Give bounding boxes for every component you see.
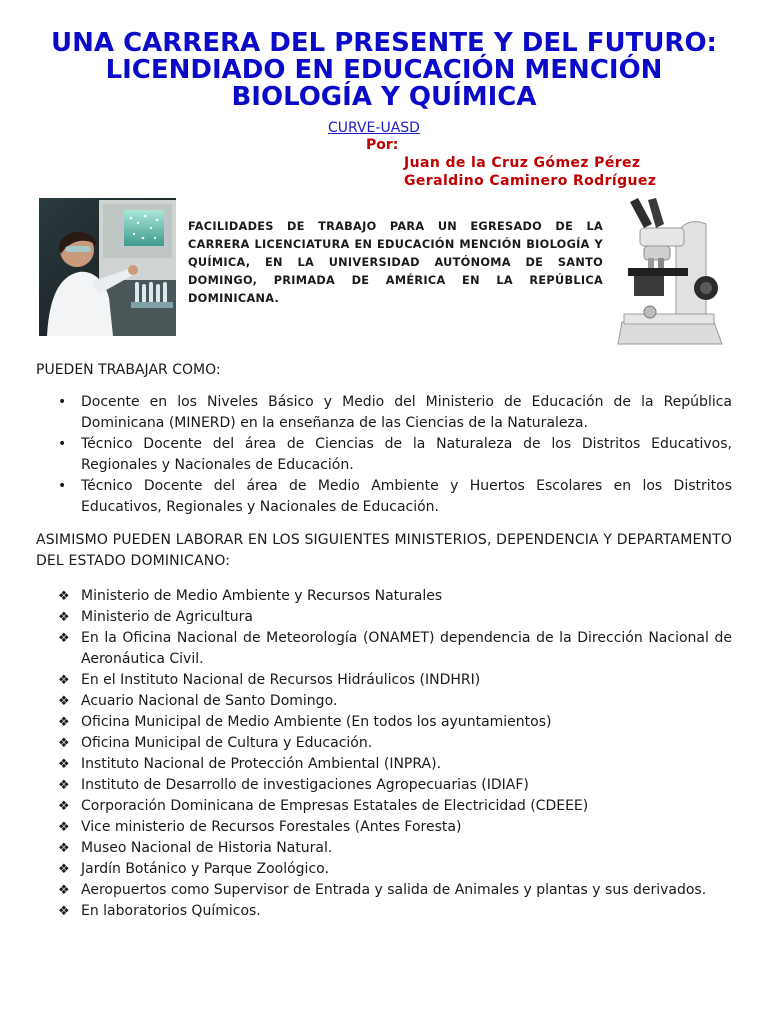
- diamond-bullet-icon: ❖: [58, 589, 70, 604]
- list-item: [0, 691, 732, 712]
- list-item: [0, 859, 732, 880]
- list-item: [0, 434, 732, 476]
- diamond-bullet-icon: ❖: [58, 820, 70, 835]
- job-roles-list: [0, 392, 732, 518]
- microscope-photo: [614, 194, 729, 348]
- list-item: [0, 628, 732, 670]
- section-heading-asimismo: ASIMISMO PUEDEN LABORAR EN LOS SIGUIENTES MINISTERIOS, DEPENDENCIA Y DEPARTAMENTO DEL ESTADO DOMINICANO:: [36, 532, 732, 569]
- diamond-bullet-icon: ❖: [58, 757, 70, 772]
- list-item-text: Ministerio de Agricultura: [81, 609, 254, 625]
- list-item: [0, 670, 732, 691]
- author-1: Juan de la Cruz Gómez Pérez: [404, 155, 641, 171]
- diamond-bullet-icon: ❖: [58, 610, 70, 625]
- list-item: [0, 476, 732, 518]
- organization-link[interactable]: CURVE-UASD: [328, 120, 420, 136]
- list-item-text: Docente en los Niveles Básico y Medio del Ministerio de Educación de la República Dominicana (MINERD) en la enseñanza de las Ciencias de la Naturaleza.: [81, 394, 732, 431]
- list-item-text: En laboratorios Químicos.: [81, 903, 261, 919]
- list-item-text: Acuario Nacional de Santo Domingo.: [81, 693, 338, 709]
- list-item: [0, 754, 732, 775]
- list-item-text: En el Instituto Nacional de Recursos Hidráulicos (INDHRI): [81, 672, 481, 688]
- diamond-bullet-icon: ❖: [58, 778, 70, 793]
- list-item-text: Vice ministerio de Recursos Forestales (Antes Foresta): [81, 819, 462, 835]
- list-item-text: Oficina Municipal de Cultura y Educación.: [81, 735, 373, 751]
- list-item-text: Aeropuertos como Supervisor de Entrada y salida de Animales y plantas y sus derivados.: [81, 882, 707, 898]
- title-line-2: LICENDIADO EN EDUCACIÓN MENCIÓN: [105, 55, 663, 85]
- institutions-list: [0, 586, 732, 922]
- list-item: [0, 712, 732, 733]
- list-item: [0, 901, 732, 922]
- list-item-text: Ministerio de Medio Ambiente y Recursos Naturales: [81, 588, 443, 604]
- list-item-text: Instituto de Desarrollo de investigaciones Agropecuarias (IDIAF): [81, 777, 529, 793]
- list-item-text: Jardín Botánico y Parque Zoológico.: [81, 861, 329, 877]
- list-item-text: En la Oficina Nacional de Meteorología (ONAMET) dependencia de la Dirección Nacional de Aeronáutica Civil.: [81, 630, 732, 667]
- list-item: [0, 880, 732, 901]
- list-item-text: Corporación Dominicana de Empresas Estatales de Electricidad (CDEEE): [81, 798, 589, 814]
- list-item-text: Instituto Nacional de Protección Ambiental (INPRA).: [81, 756, 442, 772]
- diamond-bullet-icon: ❖: [58, 862, 70, 877]
- list-item: [0, 607, 732, 628]
- list-item: [0, 775, 732, 796]
- list-item: [0, 586, 732, 607]
- list-item-text: Oficina Municipal de Medio Ambiente (En todos los ayuntamientos): [81, 714, 552, 730]
- diamond-bullet-icon: ❖: [58, 694, 70, 709]
- diamond-bullet-icon: ❖: [58, 904, 70, 919]
- list-item-text: Museo Nacional de Historia Natural.: [81, 840, 333, 856]
- lab-scientist-photo: [39, 198, 176, 336]
- list-item: [0, 392, 732, 434]
- intro-paragraph: FACILIDADES DE TRABAJO PARA UN EGRESADO DE LA CARRERA LICENCIATURA EN EDUCACIÓN MENCIÓN BIOLOGÍA Y QUÍMICA, EN LA UNIVERSIDAD AUTÓNOMA DE SANTO DOMINGO, PRIMADA DE AMÉRICA EN LA REPÚBLICA DOMINICANA.: [188, 220, 603, 305]
- bullet-icon: •: [58, 394, 67, 410]
- bullet-icon: •: [58, 436, 67, 452]
- title-line-3: BIOLOGÍA Y QUÍMICA: [231, 82, 537, 112]
- author-2: Geraldino Caminero Rodríguez: [404, 173, 657, 189]
- list-item: [0, 733, 732, 754]
- list-item-text: Técnico Docente del área de Medio Ambiente y Huertos Escolares en los Distritos Educativos, Regionales y Nacionales de Educación.: [81, 478, 732, 515]
- bullet-icon: •: [58, 478, 67, 494]
- diamond-bullet-icon: ❖: [58, 883, 70, 898]
- list-item: [0, 838, 732, 859]
- by-label: Por:: [366, 137, 399, 153]
- diamond-bullet-icon: ❖: [58, 736, 70, 751]
- diamond-bullet-icon: ❖: [58, 841, 70, 856]
- list-item-text: Técnico Docente del área de Ciencias de la Naturaleza de los Distritos Educativos, Regionales y Nacionales de Educación.: [81, 436, 732, 473]
- diamond-bullet-icon: ❖: [58, 631, 70, 646]
- list-item: [0, 817, 732, 838]
- diamond-bullet-icon: ❖: [58, 715, 70, 730]
- section-heading-trabajar: PUEDEN TRABAJAR COMO:: [36, 362, 221, 378]
- page-title: [30, 30, 738, 111]
- diamond-bullet-icon: ❖: [58, 673, 70, 688]
- list-item: [0, 796, 732, 817]
- title-line-1: UNA CARRERA DEL PRESENTE Y DEL FUTURO:: [51, 28, 717, 58]
- diamond-bullet-icon: ❖: [58, 799, 70, 814]
